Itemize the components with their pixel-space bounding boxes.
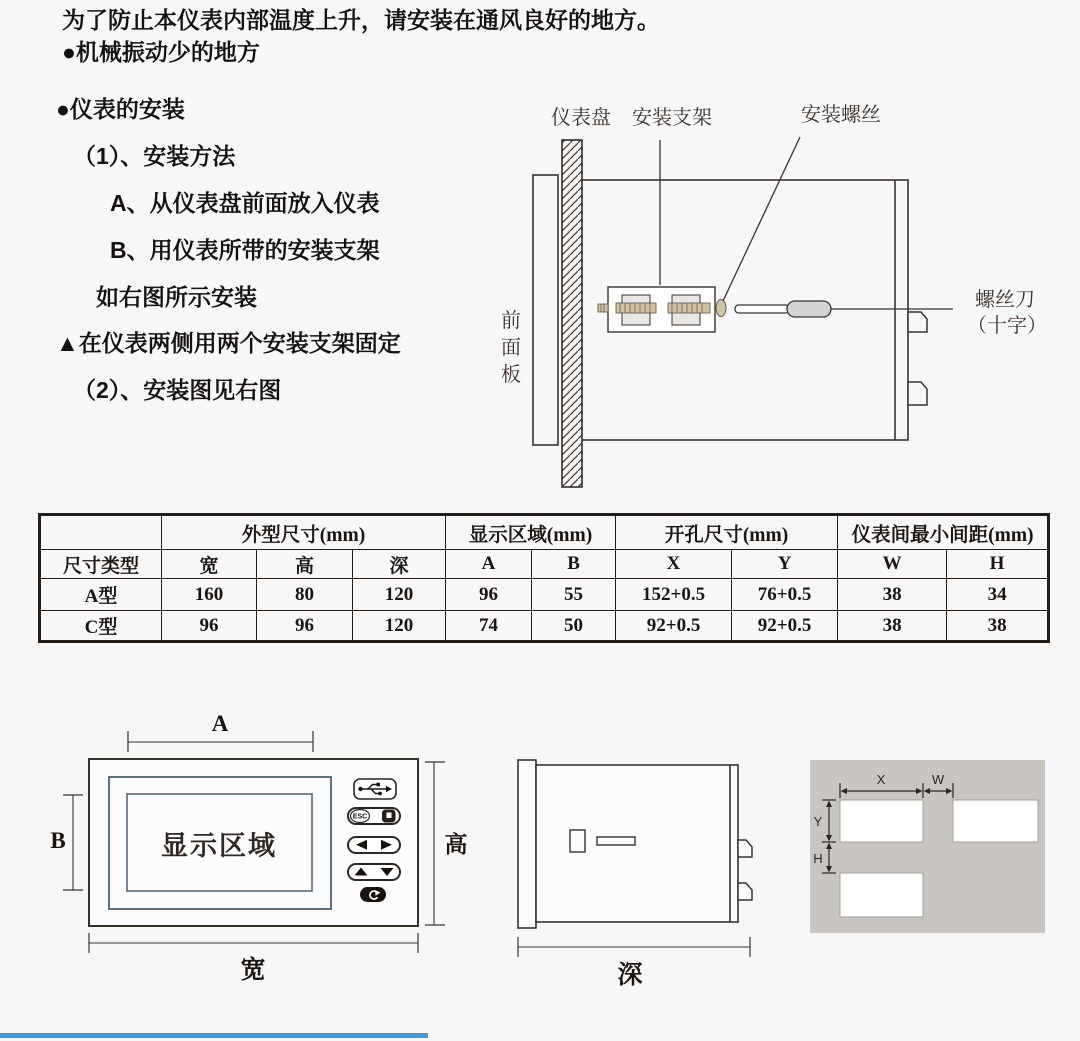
table-group-header-row — [40, 515, 1049, 550]
label-panel: 仪表盘 — [551, 107, 611, 129]
section-title-installation: ●仪表的安装 — [56, 96, 185, 122]
dim-label-w: W — [931, 772, 945, 787]
table-row: A型 160 80 120 96 55 152+0.5 76+0.5 38 34 — [40, 579, 1049, 611]
display-area-label: 显示区域 — [161, 831, 277, 861]
dim-label-x: X — [876, 772, 886, 787]
dim-label-a: A — [211, 711, 229, 736]
dim-label-height: 高 — [444, 832, 468, 857]
group-min-spacing: 仪表间最小间距(mm) — [838, 515, 1049, 550]
col-x: X — [616, 550, 732, 579]
screw-head-icon — [716, 300, 726, 317]
rear-hook-bottom — [908, 382, 927, 405]
left-right-buttons — [348, 837, 400, 853]
usb-port-button — [354, 779, 396, 799]
col-a: A — [446, 550, 532, 579]
side-hook-top — [738, 840, 752, 857]
table-row: C型 96 96 120 74 50 92+0.5 92+0.5 38 38 — [40, 611, 1049, 642]
cutout-bottom-left — [840, 873, 923, 917]
col-width: 宽 — [162, 550, 257, 579]
instruction-note-brackets: ▲在仪表两侧用两个安装支架固定 — [56, 330, 401, 356]
dim-label-h: H — [813, 851, 823, 866]
label-front-panel-char1: 前 — [501, 310, 521, 332]
dim-label-y: Y — [813, 814, 823, 829]
col-b: B — [532, 550, 616, 579]
screwdriver-icon — [787, 301, 831, 317]
cutout-spacing-diagram — [805, 755, 1055, 945]
rear-hook-top — [908, 312, 927, 332]
dim-label-depth: 深 — [617, 962, 643, 989]
instruction-step-1a: A、从仪表盘前面放入仪表 — [110, 190, 380, 216]
instruction-step-2: （2）、安装图见右图 — [73, 377, 282, 403]
group-empty — [40, 515, 162, 550]
table-column-header-row — [40, 550, 1049, 579]
esc-label: ESC — [352, 813, 368, 821]
group-display-area: 显示区域(mm) — [446, 515, 616, 550]
label-bracket: 安装支架 — [632, 107, 712, 129]
dim-label-width: 宽 — [240, 957, 266, 984]
cutout-top-right — [953, 800, 1038, 842]
instruction-step-1b: B、用仪表所带的安装支架 — [110, 237, 380, 263]
instruction-note-install: 如右图所示安装 — [96, 284, 257, 310]
col-w: W — [838, 550, 947, 579]
intro-line-1: 为了防止本仪表内部温度上升，请安装在通风良好的地方。 — [62, 7, 660, 33]
group-outline-size: 外型尺寸(mm) — [162, 515, 446, 550]
mounting-screw-right — [668, 303, 710, 313]
label-screwdriver: 螺丝刀 — [975, 289, 1035, 311]
col-y: Y — [732, 550, 838, 579]
screwdriver-shaft — [735, 305, 789, 313]
side-front-bezel — [518, 760, 536, 928]
side-body — [536, 765, 738, 922]
panel-hatch-icon — [562, 140, 582, 487]
front-panel-piece — [533, 175, 558, 445]
col-depth: 深 — [353, 550, 446, 579]
group-cutout-size: 开孔尺寸(mm) — [616, 515, 838, 550]
side-view-diagram — [480, 740, 800, 1000]
label-front-panel-char3: 板 — [501, 364, 521, 386]
dim-label-b: B — [50, 828, 66, 853]
label-screwdriver-type: （十字） — [967, 315, 1047, 337]
label-front-panel-char2: 面 — [501, 337, 521, 359]
label-screw: 安装螺丝 — [801, 104, 881, 126]
bottom-accent-bar — [0, 1033, 428, 1038]
col-h: H — [947, 550, 1049, 579]
enter-button — [360, 887, 386, 902]
col-size-type: 尺寸类型 — [40, 550, 162, 579]
dimensions-table — [38, 513, 1050, 643]
up-down-buttons — [348, 864, 400, 880]
esc-button-group — [348, 808, 400, 824]
cutout-top-left — [840, 800, 923, 842]
col-height: 高 — [257, 550, 353, 579]
installation-diagram — [490, 95, 1080, 495]
front-view-diagram — [45, 700, 470, 1000]
intro-line-2: ●机械振动少的地方 — [62, 39, 260, 65]
side-hook-bottom — [738, 883, 752, 900]
instruction-step-1: （1）、安装方法 — [73, 143, 236, 169]
